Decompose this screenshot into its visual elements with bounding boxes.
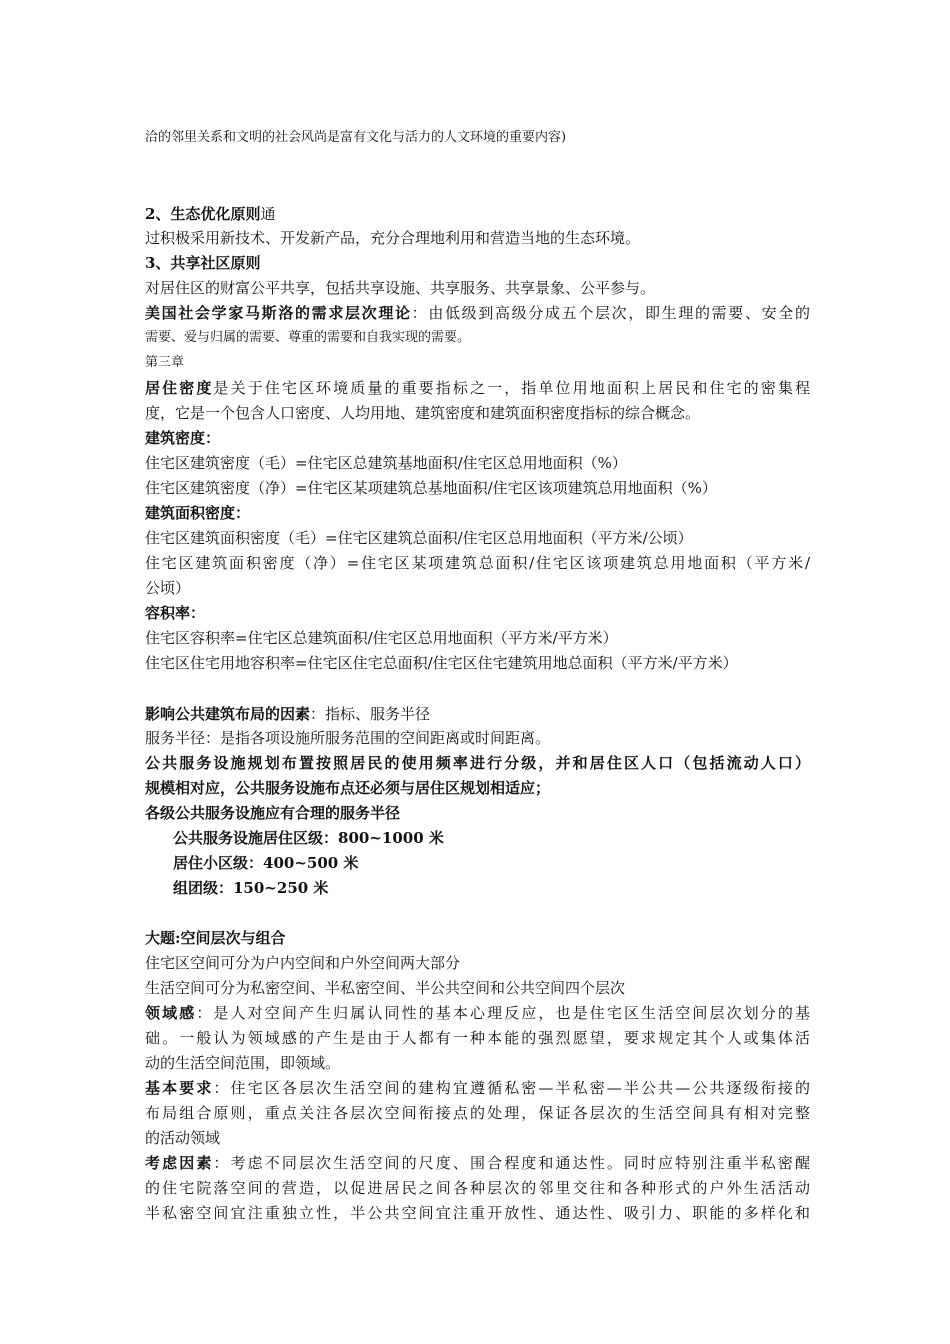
text-line bbox=[145, 403, 810, 423]
formula-line bbox=[145, 553, 810, 573]
term-heading-plot-ratio bbox=[145, 603, 810, 623]
bold-segment: 居住小区级：400~500 米 bbox=[173, 854, 359, 872]
text-line bbox=[145, 328, 810, 348]
formula-line bbox=[145, 628, 810, 648]
text-segment: ：考虑不同层次生活空间的尺度、围合程度和通达性。同时应特别注重半私密醒 bbox=[213, 1154, 810, 1172]
text-segment: 生活空间可分为私密空间、半私密空间、半公共空间和公共空间四个层次 bbox=[145, 979, 626, 997]
section-heading-ecology bbox=[145, 204, 810, 224]
bold-segment: 基本要求 bbox=[145, 1079, 214, 1097]
text-line bbox=[145, 1003, 810, 1023]
service-radius-item bbox=[173, 853, 810, 873]
text-segment: 住宅区住宅用地容积率=住宅区住宅总面积/住宅区住宅建筑用地总面积（平方米/平方米） bbox=[145, 654, 738, 672]
text-segment: 服务半径：是指各项设施所服务范围的空间距离或时间距离。 bbox=[145, 729, 551, 747]
text-line bbox=[145, 228, 810, 248]
text-line bbox=[145, 1128, 810, 1148]
text-segment: 需要、爱与归属的需要、尊重的需要和自我实现的需要。 bbox=[145, 330, 471, 345]
section-heading-shared-community bbox=[145, 253, 810, 273]
text-line bbox=[145, 1153, 810, 1173]
bold-segment: 领域感 bbox=[145, 1004, 197, 1022]
text-segment: 第三章 bbox=[145, 355, 185, 370]
text-line bbox=[145, 704, 810, 724]
text-segment: 住宅区建筑密度（净）=住宅区某项建筑总基地面积/住宅区该项建筑总用地面积（%） bbox=[145, 479, 717, 497]
text-segment: ：住宅区各层次生活空间的建构宜遵循私密—半私密—半公共—公共逐级衔接的 bbox=[213, 1079, 810, 1097]
text-segment: 度，它是一个包含人口密度、人均用地、建筑密度和建筑面积密度指标的综合概念。 bbox=[145, 404, 701, 422]
bold-segment: 大题:空间层次与组合 bbox=[145, 929, 286, 947]
bold-segment: 公共服务设施居住区级：800~1000 米 bbox=[173, 829, 444, 847]
text-line bbox=[145, 728, 810, 748]
bold-segment: 3、共享社区原则 bbox=[145, 254, 261, 272]
text-line bbox=[145, 1103, 810, 1123]
bold-segment: 美国社会学家马斯洛的需求层次理论 bbox=[145, 304, 412, 322]
text-segment: 对居住区的财富公平共享，包括共享设施、共享服务、共享景象、公平参与。 bbox=[145, 279, 656, 297]
text-segment: 住宅区建筑面积密度（毛）=住宅区建筑总面积/住宅区总用地面积（平方米/公顷） bbox=[145, 529, 693, 547]
text-segment: 住宅区容积率=住宅区总建筑面积/住宅区总用地面积（平方米/平方米） bbox=[145, 629, 618, 647]
text-line bbox=[145, 1028, 810, 1048]
text-line bbox=[145, 978, 810, 998]
text-segment: ：由低级到高级分成五个层次，即生理的需要、安全的 bbox=[411, 304, 810, 322]
text-segment: 洽的邻里关系和文明的社会风尚是富有文化与活力的人文环境的重要内容) bbox=[145, 130, 567, 145]
text-segment: ：指标、服务半径 bbox=[310, 705, 431, 723]
bold-segment: 容积率： bbox=[145, 604, 206, 622]
service-radius-item bbox=[173, 828, 810, 848]
formula-line bbox=[145, 478, 810, 498]
text-segment: ：是人对空间产生归属认同性的基本心理反应，也是住宅区生活空间层次划分的基 bbox=[196, 1004, 810, 1022]
bold-segment: 规模相对应，公共服务设施布点还必须与居住区规划相适应； bbox=[145, 779, 551, 797]
bold-segment: 居住密度 bbox=[145, 379, 214, 397]
text-line bbox=[145, 1053, 810, 1073]
text-segment: 动的生活空间范围，即领域。 bbox=[145, 1054, 341, 1072]
text-segment: 住宅区建筑面积密度（净）=住宅区某项建筑总面积/住宅区该项建筑总用地面积（平方米/ bbox=[145, 554, 810, 572]
text-segment: 通 bbox=[260, 205, 276, 223]
text-segment: 半私密空间宜注重独立性，半公共空间宜注重开放性、通达性、吸引力、职能的多样化和 bbox=[145, 1204, 810, 1222]
bold-segment: 公共服务设施规划布置按照居民的使用频率进行分级，并和居住区人口（包括流动人口） bbox=[145, 754, 810, 772]
formula-line bbox=[145, 528, 810, 548]
text-segment: 公顷） bbox=[145, 579, 191, 597]
text-line bbox=[145, 378, 810, 398]
service-radius-item bbox=[173, 878, 810, 898]
term-heading-building-density bbox=[145, 428, 810, 448]
bold-text-line bbox=[145, 778, 810, 798]
text-segment: 住宅区建筑密度（毛）=住宅区总建筑基地面积/住宅区总用地面积（%） bbox=[145, 454, 627, 472]
text-line bbox=[145, 1203, 810, 1223]
text-line bbox=[145, 278, 810, 298]
formula-line bbox=[145, 653, 810, 673]
bold-text-line bbox=[145, 803, 810, 823]
term-heading-floor-area-density bbox=[145, 503, 810, 523]
text-segment: 布局组合原则，重点关注各层次空间衔接点的处理，保证各层次的生活空间具有相对完整 bbox=[145, 1104, 810, 1122]
bold-segment: 建筑密度： bbox=[145, 429, 221, 447]
text-segment: 的住宅院落空间的营造，以促进居民之间各种层次的邻里交往和各种形式的户外生活活动 bbox=[145, 1179, 810, 1197]
text-segment: 础。一般认为领域感的产生是由于人都有一种本能的强烈愿望，要求规定其个人或集体活 bbox=[145, 1029, 810, 1047]
bold-segment: 组团级：150~250 米 bbox=[173, 879, 329, 897]
bold-segment: 考虑因素 bbox=[145, 1154, 214, 1172]
text-segment: 是关于住宅区环境质量的重要指标之一，指单位用地面积上居民和住宅的密集程 bbox=[213, 379, 810, 397]
bold-segment: 影响公共建筑布局的因素 bbox=[145, 705, 311, 723]
text-segment: 过积极采用新技术、开发新产品，充分合理地利用和营造当地的生态环境。 bbox=[145, 229, 641, 247]
text-segment: 住宅区空间可分为户内空间和户外空间两大部分 bbox=[145, 954, 461, 972]
chapter-label bbox=[145, 353, 810, 373]
bold-segment: 2、生态优化原则 bbox=[145, 205, 261, 223]
text-line bbox=[145, 128, 810, 148]
text-line bbox=[145, 303, 810, 323]
formula-line bbox=[145, 578, 810, 598]
text-line bbox=[145, 953, 810, 973]
bold-text-line bbox=[145, 753, 810, 773]
bold-segment: 各级公共服务设施应有合理的服务半径 bbox=[145, 804, 401, 822]
bold-segment: 建筑面积密度： bbox=[145, 504, 251, 522]
section-heading-spatial-hierarchy bbox=[145, 928, 810, 948]
text-segment: 的活动领域 bbox=[145, 1129, 221, 1147]
text-line bbox=[145, 1078, 810, 1098]
text-line bbox=[145, 1178, 810, 1198]
formula-line bbox=[145, 453, 810, 473]
